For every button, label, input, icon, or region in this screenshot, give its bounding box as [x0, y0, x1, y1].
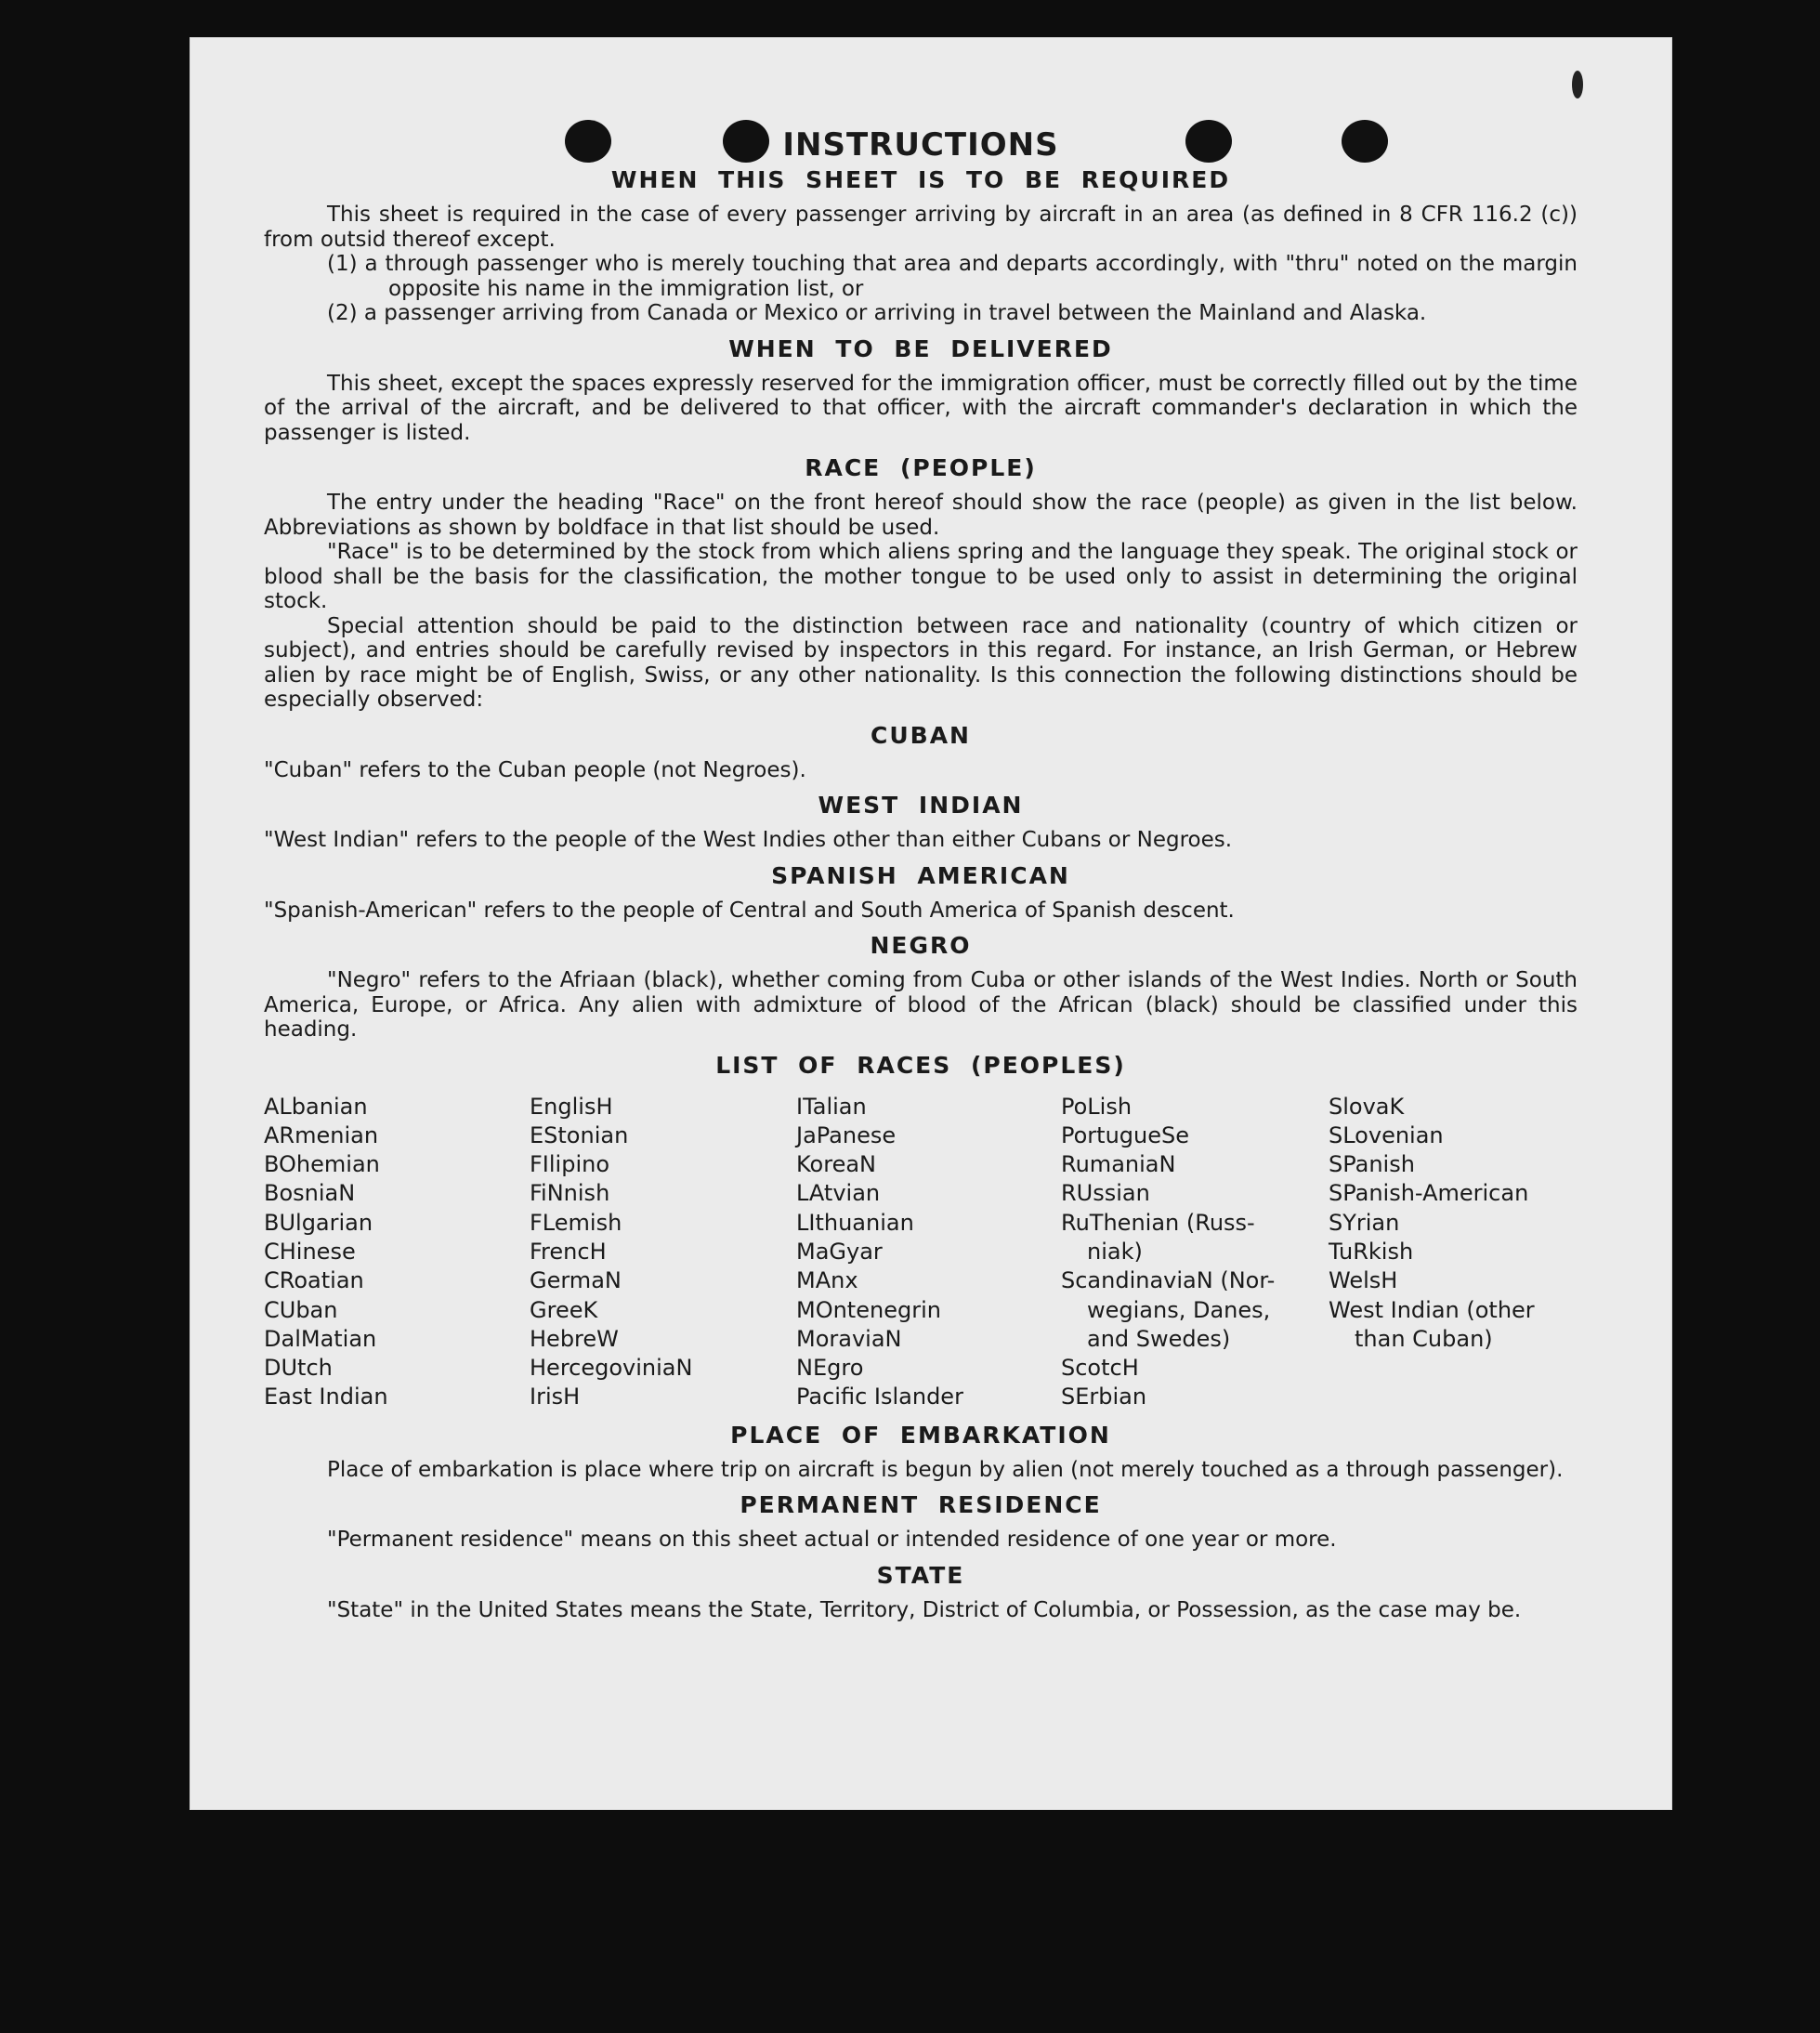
races-column-5	[1329, 1093, 1578, 1412]
race-item: EnglisH	[530, 1093, 613, 1120]
race-item: GreeK	[530, 1296, 598, 1323]
race-item: PortugueSe	[1061, 1121, 1189, 1148]
races-column-4	[1061, 1093, 1329, 1412]
heading-list-of-races: LIST OF RACES (PEOPLES)	[715, 1051, 1126, 1079]
race-item: East Indian	[264, 1384, 388, 1410]
race-item: RuThenian (Russ-	[1061, 1209, 1255, 1236]
race-item: RUssian	[1061, 1180, 1150, 1207]
race-item: SPanish	[1329, 1151, 1415, 1178]
race-item-continued: niak)	[1087, 1238, 1143, 1265]
paragraph: "Permanent residence" means on this sheet actual or intended residence of one year or more.	[327, 1528, 1337, 1553]
heading-west-indian: WEST INDIAN	[818, 792, 1024, 819]
race-item: DalMatian	[264, 1325, 377, 1352]
race-item: MoraviaN	[796, 1325, 902, 1352]
heading-required: WHEN THIS SHEET IS TO BE REQUIRED	[610, 166, 1231, 193]
paragraph: The entry under the heading "Race" on the front hereof should show the race (people) as given in the list below. Abbreviations as shown by boldface in that list should be used.	[264, 491, 1578, 540]
race-item: BUlgarian	[264, 1209, 373, 1236]
heading-cuban: CUBAN	[871, 721, 971, 749]
races-column-3	[796, 1093, 1061, 1412]
race-item: ALbanian	[264, 1093, 368, 1120]
race-item: PoLish	[1061, 1093, 1133, 1120]
race-item: MAnx	[796, 1267, 858, 1294]
race-item: ScandinaviaN (Nor-	[1061, 1267, 1276, 1294]
race-item: LIthuanian	[796, 1209, 914, 1236]
race-item: FIlipino	[530, 1151, 610, 1178]
exception-item: (1) a through passenger who is merely touching that area and departs accordingly, with "thru" noted on the margin opposite his name in the immigration list, or	[327, 252, 1578, 301]
paragraph: "State" in the United States means the State, Territory, District of Columbia, or Possession, as the case may be.	[327, 1597, 1522, 1622]
race-item: FiNnish	[530, 1180, 610, 1207]
race-item: KoreaN	[796, 1151, 876, 1178]
race-item: BOhemian	[264, 1151, 380, 1178]
race-item: GermaN	[530, 1267, 622, 1294]
race-item: Pacific Islander	[796, 1384, 963, 1410]
ink-mark	[1572, 71, 1583, 98]
race-item: SErbian	[1061, 1384, 1147, 1410]
race-item-continued: and Swedes)	[1087, 1325, 1231, 1352]
race-item: SLovenian	[1329, 1121, 1444, 1148]
heading-race: RACE (PEOPLE)	[805, 454, 1037, 481]
race-item: WelsH	[1329, 1267, 1398, 1294]
race-item: EStonian	[530, 1121, 629, 1148]
race-item-continued: wegians, Danes,	[1087, 1296, 1271, 1323]
race-item: ARmenian	[264, 1121, 379, 1148]
race-item: SPanish-American	[1329, 1180, 1529, 1207]
race-item-continued: than Cuban)	[1355, 1325, 1493, 1352]
race-item: CUban	[264, 1296, 338, 1323]
paragraph: "West Indian" refers to the people of the West Indies other than either Cubans or Negroes.	[264, 828, 1233, 852]
race-item: CRoatian	[264, 1267, 364, 1294]
page-title: INSTRUCTIONS	[782, 126, 1059, 164]
race-item: SlovaK	[1329, 1093, 1405, 1120]
race-item: MaGyar	[796, 1238, 883, 1265]
race-item: BosniaN	[264, 1180, 356, 1207]
paragraph: "Negro" refers to the Afriaan (black), whether coming from Cuba or other islands of the West Indies. North or South America, Europe, or Africa. Any alien with admixture of blood of the African (black) should be classified under this heading.	[264, 968, 1578, 1042]
exception-item: (2) a passenger arriving from Canada or Mexico or arriving in travel between the Mainland and Alaska.	[327, 301, 1427, 325]
paragraph: Special attention should be paid to the distinction between race and nationality (country of which citizen or subject), and entries should be carefully revised by inspectors in this regard. For instance, an Irish German, or Hebrew alien by race might be of English, Swiss, or any other nationality. Is this connection the following distinctions should be especially observed:	[264, 613, 1578, 712]
heading-state: STATE	[876, 1561, 965, 1589]
heading-delivered: WHEN TO BE DELIVERED	[728, 334, 1113, 362]
paragraph: Place of embarkation is place where trip on aircraft is begun by alien (not merely touched as a through passenger).	[327, 1457, 1564, 1482]
race-item: IrisH	[530, 1384, 581, 1410]
heading-permanent-residence: PERMANENT RESIDENCE	[740, 1491, 1102, 1519]
race-item: CHinese	[264, 1238, 356, 1265]
race-item: FrencH	[530, 1238, 607, 1265]
race-item: FLemish	[530, 1209, 622, 1236]
race-item: RumaniaN	[1061, 1151, 1176, 1178]
race-item: JaPanese	[796, 1121, 897, 1148]
instructions-text	[264, 125, 1578, 1622]
paragraph: "Spanish-American" refers to the people of Central and South America of Spanish descent.	[264, 898, 1235, 923]
race-item: HercegoviniaN	[530, 1355, 693, 1382]
paragraph: This sheet is required in the case of every passenger arriving by aircraft in an area (as defined in 8 CFR 116.2 (c)) from outsid thereof except.	[264, 203, 1578, 252]
race-item: West Indian (other	[1329, 1296, 1535, 1323]
race-item: DUtch	[264, 1355, 333, 1382]
races-column-1	[264, 1093, 530, 1412]
race-item: ITalian	[796, 1093, 867, 1120]
race-item: HebreW	[530, 1325, 619, 1352]
heading-spanish-american: SPANISH AMERICAN	[771, 861, 1070, 889]
race-item: SYrian	[1329, 1209, 1400, 1236]
race-item: MOntenegrin	[796, 1296, 941, 1323]
race-item: NEgro	[796, 1355, 864, 1382]
race-item: ScotcH	[1061, 1355, 1139, 1382]
heading-negro: NEGRO	[870, 932, 972, 959]
races-column-2	[530, 1093, 796, 1412]
heading-embarkation: PLACE OF EMBARKATION	[730, 1421, 1111, 1449]
paragraph: "Cuban" refers to the Cuban people (not Negroes).	[264, 757, 806, 782]
paragraph: This sheet, except the spaces expressly reserved for the immigration officer, must be correctly filled out by the time of the arrival of the aircraft, and be delivered to that officer, with the aircraft commander's declaration in which the passenger is listed.	[264, 371, 1578, 445]
race-item: LAtvian	[796, 1180, 881, 1207]
races-list	[264, 1093, 1578, 1412]
paragraph: "Race" is to be determined by the stock from which aliens spring and the language they speak. The original stock or blood shall be the basis for the classification, the mother tongue to be used only to assist in determining the original stock.	[264, 540, 1578, 613]
race-item: TuRkish	[1329, 1238, 1414, 1265]
